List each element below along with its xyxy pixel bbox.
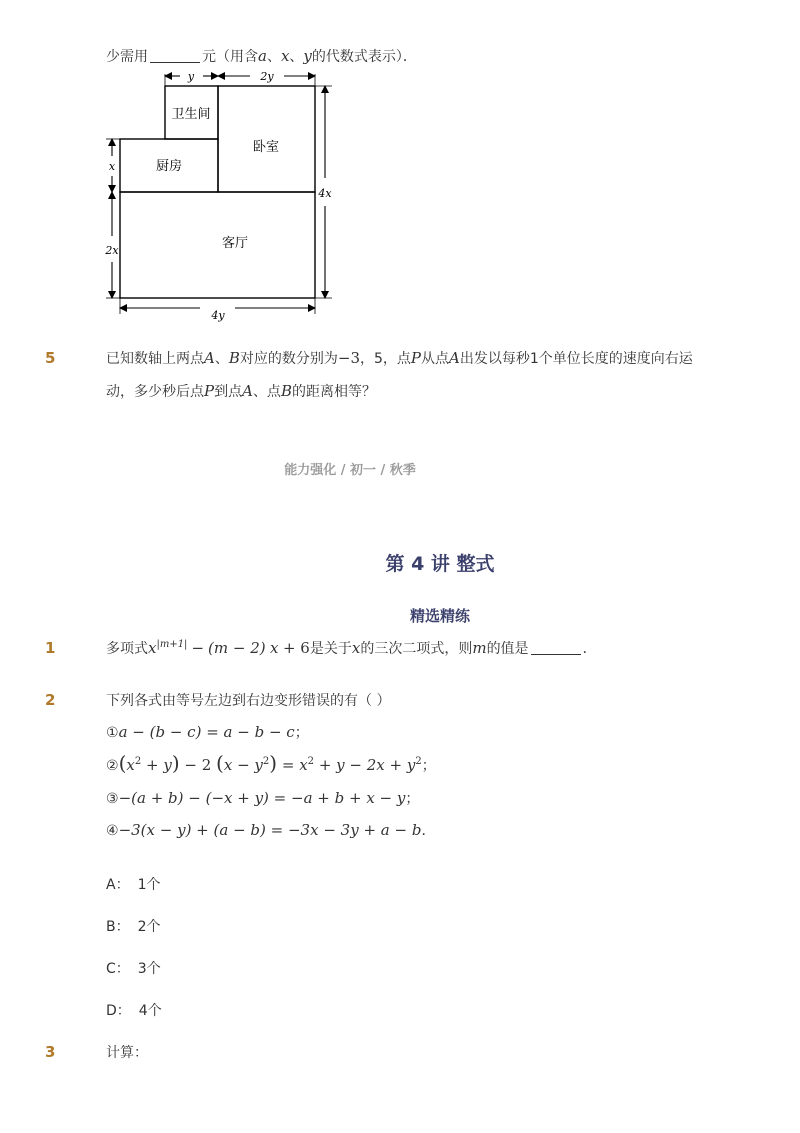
option-a[interactable] [106, 874, 169, 894]
expr-exponent: 2 [134, 756, 142, 767]
expr-paren: ( [216, 751, 224, 775]
answer-blank[interactable] [150, 62, 200, 63]
q5-text: 动，多少秒后点 [106, 384, 204, 400]
expr-mark: ③ [106, 791, 119, 807]
var-x: x [280, 47, 290, 65]
q5-text: 对应的数分别为 [239, 351, 338, 367]
var-y: y [303, 47, 312, 65]
room-label-bedroom: 卧室 [252, 140, 280, 155]
p1-var: m [472, 639, 487, 657]
p1-text: 多项式 [106, 641, 148, 657]
option-text: 3个 [137, 961, 161, 977]
option-text: 2个 [137, 919, 161, 935]
expr-end: ； [294, 725, 309, 741]
q5-text: 、 [214, 351, 229, 367]
q5-text: 从点 [421, 351, 450, 367]
dim-label-left-lower: 2x [105, 244, 119, 257]
p1-text: 的三次二项式，则 [360, 641, 473, 657]
q5-point: P [204, 382, 215, 400]
expr-body: −(a + b) − (−x + y) = −a + b + x − y [118, 789, 406, 807]
expr-mark: ① [106, 725, 119, 741]
expr-paren: ( [118, 751, 127, 775]
top-line-prefix: 少需用 [106, 49, 148, 65]
dim-label-right: 4x [318, 187, 332, 200]
p1-const: + 6 [282, 639, 310, 657]
answer-blank[interactable] [531, 654, 581, 655]
dim-label-bottom: 4y [211, 309, 225, 322]
expr-end: ； [405, 791, 420, 807]
room-label-living: 客厅 [221, 236, 249, 251]
expr-exponent: 2 [262, 756, 270, 767]
q5-point: P [410, 349, 422, 367]
room-label-bathroom: 卫生间 [171, 107, 211, 122]
option-letter: C： [106, 961, 130, 977]
option-b[interactable] [106, 916, 169, 936]
option-text: 4个 [138, 1003, 162, 1019]
p2-stem: 下列各式由等号左边到右边变形错误的有（ ） [106, 693, 391, 709]
p1-text: 的值是 [486, 641, 529, 657]
expr-paren: ) [171, 751, 180, 775]
p2-expression-1 [106, 722, 309, 742]
living-rect [120, 192, 315, 298]
top-question-line [106, 46, 417, 66]
option-letter: D： [106, 1003, 131, 1019]
p2-expression-3 [106, 788, 419, 808]
expr-body: = x [277, 756, 308, 774]
top-line-tail: 的代数式表示）． [311, 49, 417, 65]
expr-body: + y [141, 756, 172, 774]
section-subtitle: 精选精练 [409, 607, 470, 625]
q5-line-1 [106, 348, 693, 368]
p1-text: 是关于 [309, 641, 352, 657]
top-line-suffix: 元（用含 [202, 49, 258, 65]
q5-text: 已知数轴上两点 [106, 351, 204, 367]
q5-point: A [449, 349, 460, 367]
q5-text: 到点 [214, 384, 243, 400]
expr-paren: ) [269, 751, 278, 775]
top-line-sep2: 、 [289, 49, 304, 65]
p1-var: x [148, 639, 157, 657]
q5-point: B [280, 382, 292, 400]
p1-exponent: |m+1| [156, 639, 188, 650]
bedroom-rect [218, 86, 315, 192]
p1-var: x [270, 639, 279, 657]
room-label-kitchen: 厨房 [155, 159, 183, 174]
expr-exponent: 2 [415, 756, 422, 767]
expr-mark: ② [106, 758, 119, 774]
dim-label-top-left: y [187, 70, 195, 83]
q5-line-2 [106, 381, 376, 401]
var-a: a [258, 47, 267, 65]
expr-body: x − y [223, 756, 263, 774]
p1-text: ． [582, 641, 597, 657]
q5-value: −3 [337, 349, 360, 367]
expr-mark: ④ [106, 823, 119, 839]
question-number: 5 [45, 349, 56, 367]
expr-body: −3(x − y) + (a − b) = −3x − 3y + a − b [118, 821, 422, 839]
p1-op: − [191, 639, 205, 657]
dim-label-left-upper: x [108, 160, 116, 173]
question-number: 3 [45, 1043, 56, 1061]
q5-text: 出发以每秒1个单位长度的速度向右运 [459, 351, 693, 367]
p2-expression-2 [106, 751, 436, 775]
question-number: 2 [45, 691, 56, 709]
option-c[interactable] [106, 958, 169, 978]
q5-point: B [228, 349, 240, 367]
p1-expr: (m − 2) [208, 639, 266, 657]
page-title: 第 4 讲 整式 [385, 553, 495, 575]
expr-body: + y − 2x + y [314, 756, 416, 774]
option-letter: A： [106, 877, 130, 893]
p1-line [106, 638, 597, 658]
floor-plan-diagram [100, 66, 340, 326]
option-letter: B： [106, 919, 130, 935]
p3-text: 计算： [106, 1045, 148, 1061]
dim-label-top-right: 2y [260, 70, 274, 83]
expr-end: ． [421, 823, 436, 839]
expr-body: x [126, 756, 135, 774]
expr-end: ； [421, 758, 436, 774]
expr-body: − 2 [179, 756, 217, 774]
expr-exponent: 2 [307, 756, 315, 767]
p2-expression-4 [106, 820, 435, 840]
question-number: 1 [45, 639, 56, 657]
q5-text: 、点 [252, 384, 281, 400]
q5-point: A [204, 349, 215, 367]
q5-text: 的距离相等？ [291, 384, 376, 400]
option-d[interactable] [106, 1000, 170, 1020]
p1-var: x [351, 639, 361, 657]
option-text: 1个 [137, 877, 161, 893]
expr-body: a − (b − c) = a − b − c [118, 723, 295, 741]
page-footer: 能力强化 / 初一 / 秋季 [284, 463, 416, 478]
q5-text: ，5，点 [360, 351, 411, 367]
q5-point: A [242, 382, 253, 400]
top-line-sep1: 、 [266, 49, 281, 65]
